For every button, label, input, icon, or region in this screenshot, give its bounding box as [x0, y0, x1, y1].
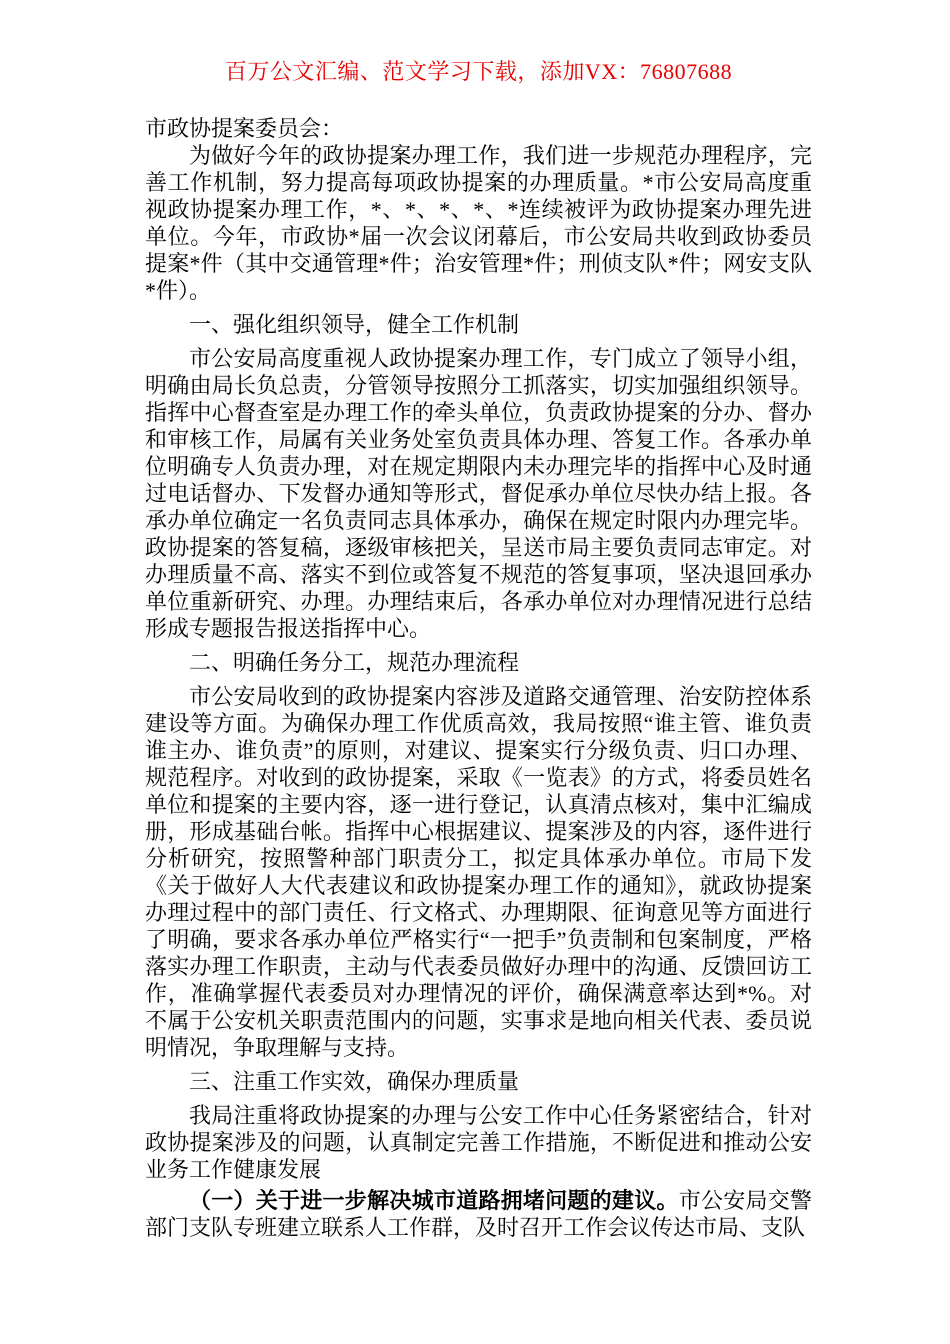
paragraph-section-2: 市公安局收到的政协提案内容涉及道路交通管理、治安防控体系建设等方面。为确保办理工作优质高效，我局按照“谁主管、谁负责谁主办、谁负责”的原则，对建议、提案实行分级负责、归口办理、规范程序。对收到的政协提案，采取《一览表》的方式，将委员姓名单位和提案的主要内容，逐一进行登记，认真清点核对，集中汇编成册，形成基础台帐。指挥中心根据建议、提案涉及的内容，逐件进行分析研究，按照警种部门职责分工，拟定具体承办单位。市局下发《关于做好人大代表建议和政协提案办理工作的通知》，就政协提案办理过程中的部门责任、行文格式、办理期限、征询意见等方面进行了明确，要求各承办单位严格实行“一把手”负责制和包案制度，严格落实办理工作职责，主动与代表委员做好办理中的沟通、反馈回访工作，准确掌握代表委员对办理情况的评价，确保满意率达到*%。对不属于公安机关职责范围内的问题，实事求是地向相关代表、委员说明情况，争取理解与支持。 [145, 684, 812, 1060]
salutation: 市政协提案委员会： [145, 116, 344, 141]
paragraph-section-1: 市公安局高度重视人政协提案办理工作，专门成立了领导小组，明确由局长负总责，分管领导按照分工抓落实，切实加强组织领导。指挥中心督查室是办理工作的牵头单位，负责政协提案的分办、督办和审核工作，局属有关业务处室负责具体办理、答复工作。各承办单位明确专人负责办理，对在规定期限内未办理完毕的指挥中心及时通过电话督办、下发督办通知等形式，督促承办单位尽快办结上报。各承办单位确定一名负责同志具体承办，确保在规定时限内办理完毕。政协提案的答复稿，逐级审核把关，呈送市局主要负责同志审定。对办理质量不高、落实不到位或答复不规范的答复事项，坚决退回承办单位重新研究、办理。办理结束后，各承办单位对办理情况进行总结形成专题报告报送指挥中心。 [145, 346, 812, 641]
paragraph-intro: 为做好今年的政协提案办理工作，我们进一步规范办理程序，完善工作机制，努力提高每项政协提案的办理质量。*市公安局高度重视政协提案办理工作，*、*、*、*、*连续被评为政协提案办理先进单位。今年，市政协*届一次会议闭幕后，市公安局共收到政协委员提案*件（其中交通管理*件；治安管理*件；刑侦支队*件；网安支队*件）。 [145, 143, 812, 303]
subitem-text: 市公安局交警部门支队专班建立联系人工作群，及时召开工作会议传达市局、支队 [145, 1188, 812, 1240]
section-heading-2: 二、明确任务分工，规范办理流程 [189, 650, 520, 675]
paragraph-section-3: 我局注重将政协提案的办理与公安工作中心任务紧密结合，针对政协提案涉及的问题，认真制定完善工作措施，不断促进和推动公安业务工作健康发展 [145, 1103, 812, 1182]
section-heading-3: 三、注重工作实效，确保办理质量 [189, 1069, 520, 1094]
document-body [145, 115, 812, 1241]
promo-banner: 百万公文汇编、范文学习下载，添加VX：76807688 [224, 59, 733, 84]
section-heading-1: 一、强化组织领导，健全工作机制 [189, 312, 520, 337]
subitem-title: （一）关于进一步解决城市道路拥堵问题的建议。 [189, 1188, 679, 1213]
paragraph-subitem-1 [145, 1187, 812, 1241]
